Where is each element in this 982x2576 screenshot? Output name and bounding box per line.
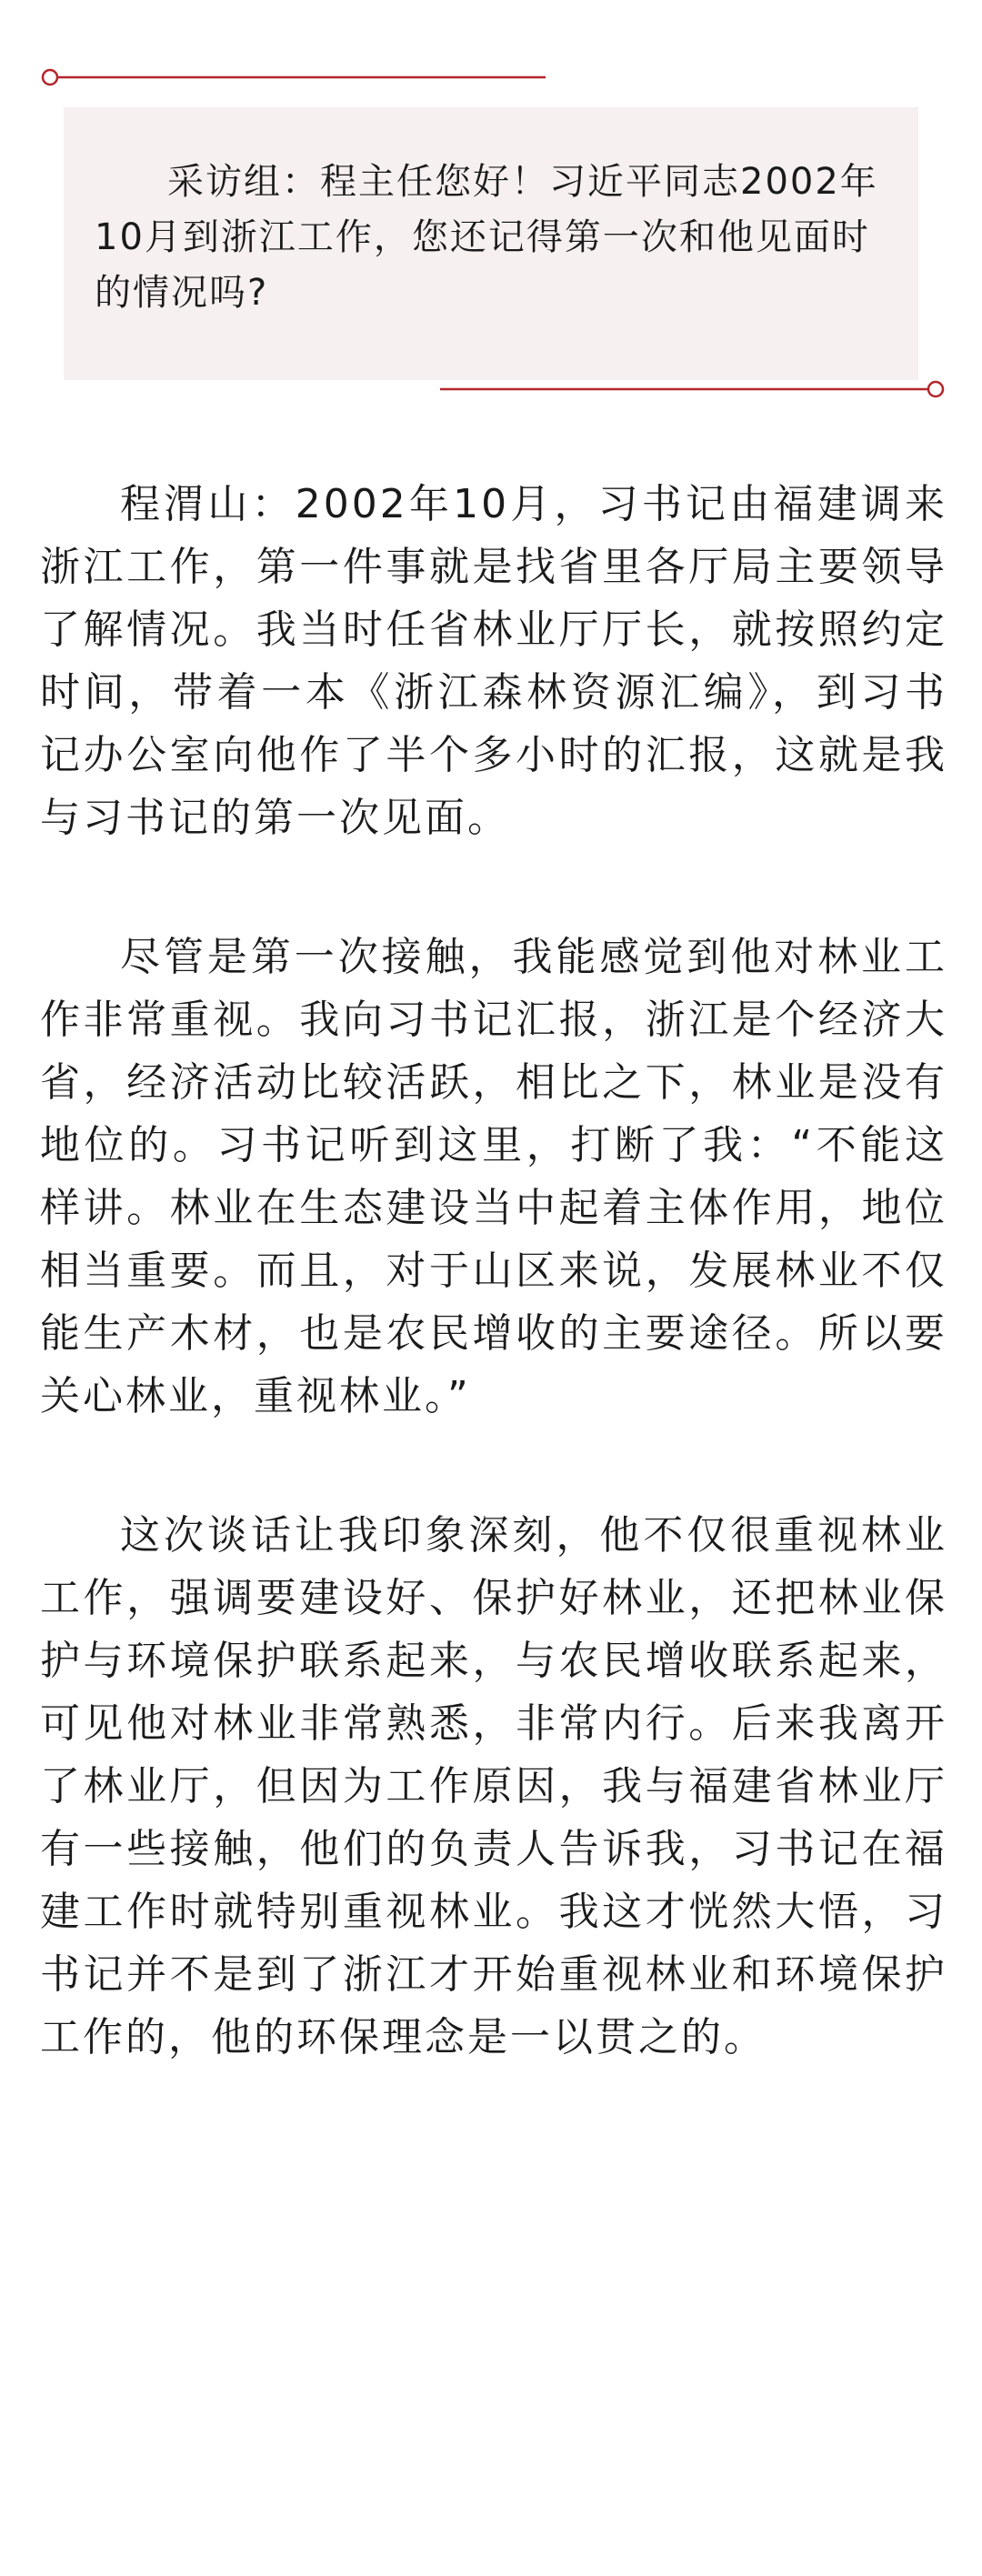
decorative-line-top [40,67,546,87]
answer-paragraph-2: 尽管是第一次接触，我能感觉到他对林业工作非常重视。我向习书记汇报，浙江是个经济大省，经济活动比较活跃，相比之下，林业是没有地位的。习书记听到这里，打断了我：“不能这样讲。林业在生态建设当中起着主体作用，地位相当重要。而且，对于山区来说，发展林业不仅能生产木材，也是农民增收的主要途径。所以要关心林业，重视林业。” [40,934,947,1419]
answer-paragraph-3: 这次谈话让我印象深刻，他不仅很重视林业工作，强调要建设好、保护好林业，还把林业保护与环境保护联系起来，与农民增收联系起来，可见他对林业非常熟悉，非常内行。后来我离开了林业厅，但因为工作原因，我与福建省林业厅有一些接触，他们的负责人告诉我，习书记在福建工作时就特别重视林业。我这才恍然大悟，习书记并不是到了浙江才开始重视林业和环境保护工作的，他的环保理念是一以贯之的。 [40,1512,947,2060]
decorative-line-bottom [440,379,946,399]
article-body [40,473,947,2145]
answer-paragraph-1: 程渭山：2002年10月，习书记由福建调来浙江工作，第一件事就是找省里各厅局主要领导了解情况。我当时任省林业厅厅长，就按照约定时间，带着一本《浙江森林资源汇编》，到习书记办公室向他作了半个多小时的汇报，这就是我与习书记的第一次见面。 [40,481,947,841]
interview-question: 采访组：程主任您好！习近平同志2002年10月到浙江工作，您还记得第一次和他见面时的情况吗? [95,161,878,314]
interview-question-box [64,107,918,380]
